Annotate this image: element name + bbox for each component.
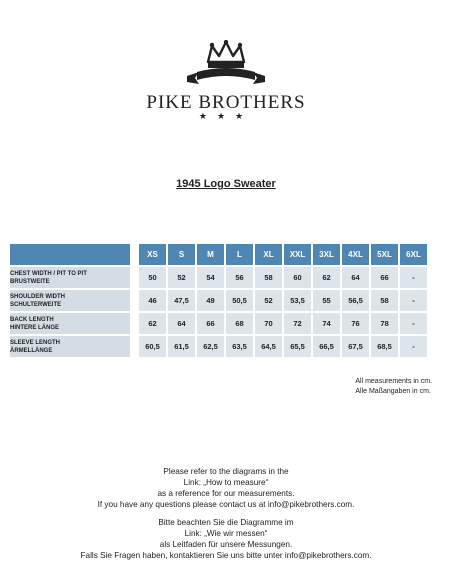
table-cell: 53,5: [284, 290, 311, 311]
row-label-de: ÄRMELLÄNGE: [10, 347, 53, 354]
table-cell: 52: [255, 290, 282, 311]
table-cell: 58: [371, 290, 398, 311]
table-cell: 54: [197, 267, 224, 288]
table-cell: 68: [226, 313, 253, 334]
size-header: XXL: [284, 244, 311, 265]
info-en-line: Please refer to the diagrams in the: [163, 467, 289, 476]
measurement-note: [355, 377, 432, 397]
table-cell: 66: [371, 267, 398, 288]
table-cell: -: [400, 267, 427, 288]
table-cell: 49: [197, 290, 224, 311]
table-cell: 61,5: [168, 336, 195, 357]
table-cell: 68,5: [371, 336, 398, 357]
table-cell: 50: [139, 267, 166, 288]
table-cell: 60,5: [139, 336, 166, 357]
table-cell: 70: [255, 313, 282, 334]
brand-logo: [0, 40, 452, 90]
table-cell: 50,5: [226, 290, 253, 311]
table-cell: 64: [168, 313, 195, 334]
size-table-corner: [10, 244, 130, 265]
size-header: L: [226, 244, 253, 265]
info-de-line: Link: „Wie wir messen“: [184, 529, 268, 538]
row-label-en: SLEEVE LENGTH: [10, 339, 61, 346]
table-row: [10, 267, 427, 288]
table-cell: 47,5: [168, 290, 195, 311]
size-header: XS: [139, 244, 166, 265]
table-cell: 52: [168, 267, 195, 288]
table-row: [10, 290, 427, 311]
table-cell: 78: [371, 313, 398, 334]
crown-icon: [181, 40, 271, 90]
info-de-line: als Leitfaden für unsere Messungen.: [159, 540, 293, 549]
table-cell: 74: [313, 313, 340, 334]
spacer: [0, 510, 452, 517]
column-gap: [132, 267, 137, 288]
table-cell: 60: [284, 267, 311, 288]
table-cell: 62: [139, 313, 166, 334]
row-label-en: BACK LENGTH: [10, 316, 54, 323]
size-header-row: [10, 244, 427, 265]
size-header: M: [197, 244, 224, 265]
size-header: 6XL: [400, 244, 427, 265]
table-cell: -: [400, 313, 427, 334]
row-label: [10, 267, 130, 288]
size-header: 5XL: [371, 244, 398, 265]
table-cell: 63,5: [226, 336, 253, 357]
table-row: [10, 336, 427, 357]
info-en-line: Link: „How to measure“: [183, 478, 269, 487]
table-cell: 46: [139, 290, 166, 311]
row-label: [10, 313, 130, 334]
table-cell: 56: [226, 267, 253, 288]
column-gap: [132, 336, 137, 357]
row-label-en: CHEST WIDTH / PIT TO PIT: [10, 270, 87, 277]
page-title-text: 1945 Logo Sweater: [176, 178, 276, 190]
size-header: XL: [255, 244, 282, 265]
brand-name: PIKE BROTHERS: [146, 92, 306, 113]
info-de-line: Bitte beachten Sie die Diagramme im: [158, 518, 294, 527]
table-row: [10, 313, 427, 334]
table-cell: 56,5: [342, 290, 369, 311]
size-header: 4XL: [342, 244, 369, 265]
note-en: All measurements in cm.: [355, 378, 432, 385]
size-header: 3XL: [313, 244, 340, 265]
table-cell: 55: [313, 290, 340, 311]
column-gap: [132, 290, 137, 311]
table-cell: 58: [255, 267, 282, 288]
table-cell: 67,5: [342, 336, 369, 357]
note-de: Alle Maßangaben in cm.: [355, 388, 431, 395]
table-cell: 66: [197, 313, 224, 334]
info-en-line: as a reference for our measurements.: [157, 489, 295, 498]
size-table: [8, 242, 429, 359]
row-label: [10, 290, 130, 311]
row-label-de: BRUSTWEITE: [10, 278, 50, 285]
info-text: [0, 466, 452, 561]
table-cell: 64: [342, 267, 369, 288]
table-cell: 64,5: [255, 336, 282, 357]
table-cell: -: [400, 336, 427, 357]
brand-stars: ★★★: [198, 111, 254, 121]
column-gap: [132, 313, 137, 334]
row-label-en: SHOULDER WIDTH: [10, 293, 65, 300]
table-cell: 76: [342, 313, 369, 334]
info-de-line: Falls Sie Fragen haben, kontaktieren Sie uns bitte unter info@pikebrothers.com.: [80, 551, 372, 560]
table-cell: 65,5: [284, 336, 311, 357]
table-cell: 66,5: [313, 336, 340, 357]
row-label: [10, 336, 130, 357]
table-cell: 72: [284, 313, 311, 334]
column-gap: [132, 244, 137, 265]
size-header: S: [168, 244, 195, 265]
table-cell: -: [400, 290, 427, 311]
info-en-line: If you have any questions please contact us at info@pikebrothers.com.: [97, 500, 355, 509]
row-label-de: SCHULTERWEITE: [10, 301, 62, 308]
page-title: [0, 178, 452, 190]
row-label-de: HINTERE LÄNGE: [10, 324, 60, 331]
table-cell: 62,5: [197, 336, 224, 357]
table-cell: 62: [313, 267, 340, 288]
